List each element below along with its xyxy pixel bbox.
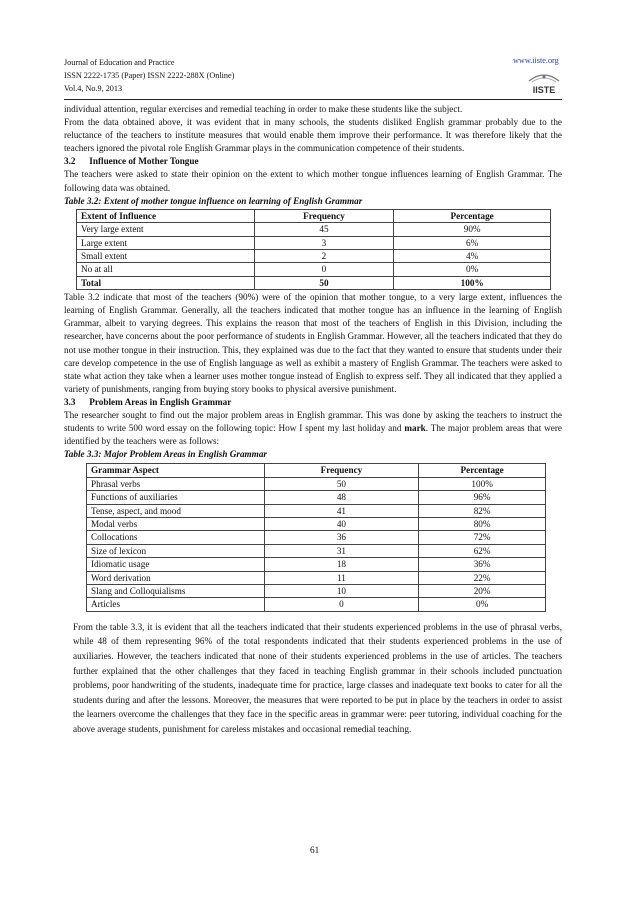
table-cell: 0: [264, 598, 419, 611]
iiste-logo: [526, 71, 562, 97]
page-body: [64, 103, 562, 737]
logo-text: IISTE: [532, 85, 556, 95]
table-total-row: [77, 276, 551, 289]
table-cell: 41: [264, 504, 419, 517]
paragraph-5-text: The researcher sought to find out the major problem areas in English grammar. This was done by asking the teachers to instruct the students to write 500 word essay on the following topic: How I spent my last holiday and: [64, 410, 562, 434]
table-cell: Functions of auxiliaries: [87, 491, 265, 504]
table-header-cell: Grammar Aspect: [87, 464, 265, 477]
table-cell: 62%: [419, 544, 546, 557]
section-heading-3-2: 3.2 Influence of Mother Tongue: [64, 156, 199, 167]
journal-name: Journal of Education and Practice: [64, 58, 175, 67]
table-cell: Articles: [87, 598, 265, 611]
table-3-3: [86, 463, 546, 611]
table-cell: Small extent: [77, 249, 255, 262]
table-cell: Large extent: [77, 236, 255, 249]
table-row: [77, 263, 551, 276]
table-cell: 72%: [419, 531, 546, 544]
table-row: [87, 571, 546, 584]
table-cell: 10: [264, 585, 419, 598]
table-cell: 2: [254, 249, 394, 262]
table-row: [87, 558, 546, 571]
table-cell: Word derivation: [87, 571, 265, 584]
table-cell: Very large extent: [77, 223, 255, 236]
table-cell: Idiomatic usage: [87, 558, 265, 571]
journal-header: [64, 56, 234, 95]
journal-url-link[interactable]: www.iiste.org: [513, 56, 559, 65]
table-cell: Tense, aspect, and mood: [87, 504, 265, 517]
table-cell: 0: [254, 263, 394, 276]
table-cell: 96%: [419, 491, 546, 504]
table-row: [87, 585, 546, 598]
table-cell: 50: [254, 276, 394, 289]
table-3-2: [76, 209, 551, 290]
header-rule: [64, 99, 562, 100]
table-row: [87, 531, 546, 544]
table-row: [87, 491, 546, 504]
table-cell: 4%: [394, 249, 551, 262]
table-cell: 20%: [419, 585, 546, 598]
section-heading-3-3: 3.3 Problem Areas in English Grammar: [64, 396, 232, 407]
table-cell: 100%: [419, 477, 546, 490]
table-header-row: [87, 464, 546, 477]
table-cell: 45: [254, 223, 394, 236]
table-cell: 18: [264, 558, 419, 571]
table-cell: No at all: [77, 263, 255, 276]
table-3-3-caption: Table 3.3: Major Problem Areas in English Grammar: [64, 449, 268, 460]
paragraph-5-end: . The major problem areas that were identified by the teachers were as follows:: [64, 423, 562, 447]
table-cell: 22%: [419, 571, 546, 584]
table-row: [77, 236, 551, 249]
table-cell: Phrasal verbs: [87, 477, 265, 490]
table-cell: 36: [264, 531, 419, 544]
table-row: [87, 544, 546, 557]
table-cell: 82%: [419, 504, 546, 517]
table-cell: Size of lexicon: [87, 544, 265, 557]
table-row: [87, 504, 546, 517]
table-cell: 0%: [394, 263, 551, 276]
paragraph-1: individual attention, regular exercises and remedial teaching in order to make these students like the subject.: [64, 104, 463, 114]
table-cell: Collocations: [87, 531, 265, 544]
table-header-cell: Percentage: [394, 209, 551, 222]
table-cell: 0%: [419, 598, 546, 611]
paragraph-5-mark: mark: [404, 423, 426, 434]
table-cell: 31: [264, 544, 419, 557]
table-header-cell: Frequency: [254, 209, 394, 222]
paragraph-5: [64, 409, 562, 448]
table-header-cell: Frequency: [264, 464, 419, 477]
table-3-2-caption: Table 3.2: Extent of mother tongue influence on learning of English Grammar: [64, 195, 363, 206]
table-row: [87, 518, 546, 531]
table-cell: 36%: [419, 558, 546, 571]
table-cell: Slang and Colloquialisms: [87, 585, 265, 598]
table-row: [77, 223, 551, 236]
paragraph-2: From the data obtained above, it was evident that in many schools, the students disliked English grammar probably due to the reluctance of the teachers to institute measures that would enable them improve their performance. It was therefore likely that the teachers ignored the pivotal role English Grammar plays in the communication competence of their students.: [64, 117, 562, 154]
paragraph-4: Table 3.2 indicate that most of the teachers (90%) were of the opinion that mother tongue, to a very large extent, influences the learning of English Grammar. Generally, all the teachers indicated that mother tongue has an influence in the learning of English Grammar, albeit to varying degrees. This explains the reason that most of the teachers of English in this Division, including the researcher, have concerns about the poor performance of students in English Grammar. However, all the teachers indicated that they do not use mother tongue in their instruction. This, they explained was due to the fact that they wanted to ensure that students under their care develop competence in the use of English language as well as exhibit a mastery of English Grammar. The teachers were asked to state what action they take when a learner uses mother tongue instead of English to express self. They all indicated that they applied a variety of punishments, ranging from buying story books to physical aversive punishment.: [64, 292, 562, 394]
table-cell: 48: [264, 491, 419, 504]
table-cell: 50: [264, 477, 419, 490]
table-cell: 11: [264, 571, 419, 584]
table-cell: 40: [264, 518, 419, 531]
table-cell: 3: [254, 236, 394, 249]
table-row: [87, 477, 546, 490]
table-cell: Total: [77, 276, 255, 289]
table-cell: 100%: [394, 276, 551, 289]
page-number: 61: [310, 845, 320, 855]
table-row: [77, 249, 551, 262]
table-cell: 90%: [394, 223, 551, 236]
table-header-cell: Extent of Influence: [77, 209, 255, 222]
table-cell: 6%: [394, 236, 551, 249]
table-cell: 80%: [419, 518, 546, 531]
paragraph-6: From the table 3.3, it is evident that all the teachers indicated that their students experienced problems in the use of phrasal verbs, while 48 of them representing 96% of the total respondents indicated that their students experienced problems in the use of auxiliaries. However, the teachers indicated that none of their students experienced problems in the use of articles. The teachers further explained that the other challenges that they faced in teaching English grammar in their schools included punctuation problems, poor handwriting of the students, inadequate time for practice, large classes and inadequate text books to cater for all the students during and after the lessons. Moreover, the measures that were reported to be put in place by the teachers in order to assist the learners overcome the challenges that they face in the specific areas in grammar were: peer tutoring, individual coaching for the above average students, punishment for careless mistakes and occasional remedial teaching.: [73, 621, 562, 735]
table-row: [87, 598, 546, 611]
table-cell: Modal verbs: [87, 518, 265, 531]
table-header-row: [77, 209, 551, 222]
table-header-cell: Percentage: [419, 464, 546, 477]
volume-line: Vol.4, No.9, 2013: [64, 84, 123, 93]
issn-line: ISSN 2222-1735 (Paper) ISSN 2222-288X (Online): [64, 71, 235, 80]
paragraph-3: The teachers were asked to state their opinion on the extent to which mother tongue influences learning of English Grammar. The following data was obtained.: [64, 169, 562, 193]
